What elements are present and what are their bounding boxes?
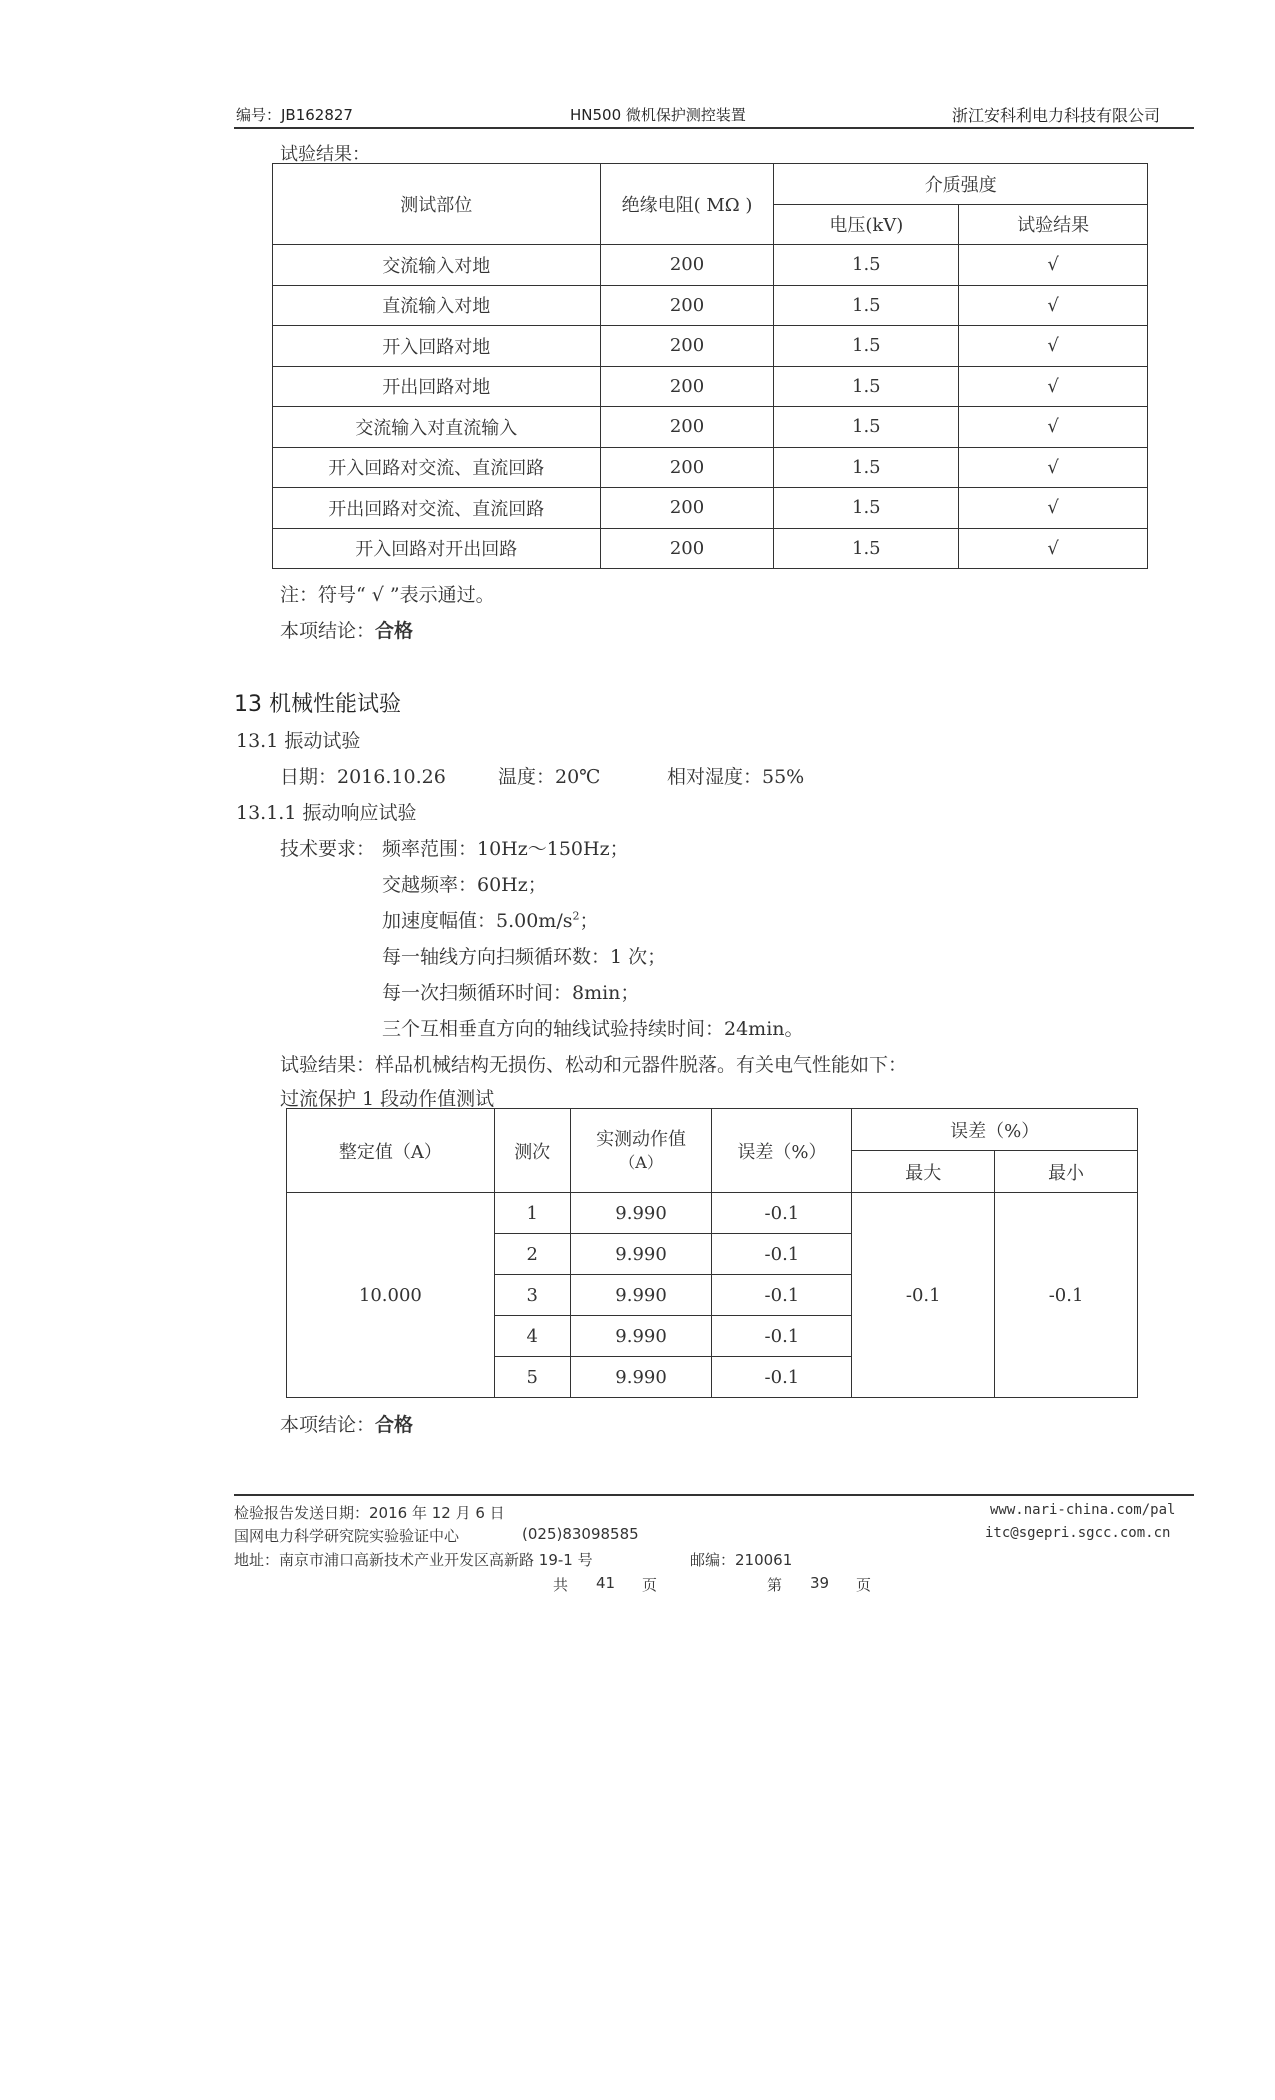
cell-measured: 9.990: [570, 1234, 712, 1275]
page-unit: 页: [856, 1576, 872, 1594]
accel-text: 加速度幅值：5.00m/s: [382, 910, 573, 932]
cell-times: 3: [494, 1275, 570, 1316]
table-row: [273, 488, 1148, 529]
institute-phone: (025)83098585: [522, 1525, 639, 1543]
cell-result: √: [959, 326, 1148, 367]
cell-result: √: [959, 245, 1148, 286]
table-header-row: [273, 164, 1148, 205]
header-resistance: 绝缘电阻( MΩ ): [600, 164, 774, 245]
vibration-result: 试验结果：样品机械结构无损伤、松动和元器件脱落。有关电气性能如下：: [280, 1054, 908, 1076]
cell-result: √: [959, 366, 1148, 407]
cell-voltage: 1.5: [774, 407, 959, 448]
email-link[interactable]: itc@sgepri.sgcc.com.cn: [985, 1525, 1171, 1541]
cell-result: √: [959, 285, 1148, 326]
section-13-title: 13 机械性能试验: [234, 692, 401, 717]
cell-error: -0.1: [712, 1316, 852, 1357]
cell-resistance: 200: [600, 366, 774, 407]
cell-measured: 9.990: [570, 1357, 712, 1398]
page-label: 第: [767, 1576, 783, 1594]
conclusion-label: 本项结论：: [280, 1414, 376, 1436]
table-row: [273, 447, 1148, 488]
cell-voltage: 1.5: [774, 488, 959, 529]
company-name: 浙江安科利电力科技有限公司: [952, 106, 1161, 125]
cell-part: 交流输入对直流输入: [273, 407, 601, 448]
table-row: [273, 407, 1148, 448]
cell-voltage: 1.5: [774, 447, 959, 488]
cell-part: 开出回路对地: [273, 366, 601, 407]
institute-address: 地址：南京市浦口高新技术产业开发区高新路 19-1 号: [234, 1551, 593, 1569]
header-min: 最小: [995, 1151, 1138, 1193]
cell-max: -0.1: [852, 1193, 995, 1398]
header-error: 误差（%）: [712, 1109, 852, 1193]
cell-measured: 9.990: [570, 1316, 712, 1357]
cell-voltage: 1.5: [774, 528, 959, 569]
results-label: 试验结果：: [280, 144, 370, 165]
total-pages-label: 共: [553, 1576, 569, 1594]
accel-suffix: ；: [579, 910, 599, 932]
cell-resistance: 200: [600, 528, 774, 569]
cell-voltage: 1.5: [774, 245, 959, 286]
cell-times: 1: [494, 1193, 570, 1234]
cell-part: 直流输入对地: [273, 285, 601, 326]
header-error-group: 误差（%）: [852, 1109, 1138, 1151]
table-row: [273, 285, 1148, 326]
test-temperature: 温度：20℃: [498, 766, 601, 788]
cell-part: 开出回路对交流、直流回路: [273, 488, 601, 529]
website-link[interactable]: www.nari-china.com/pal: [990, 1502, 1176, 1518]
cell-times: 5: [494, 1357, 570, 1398]
conclusion-label: 本项结论：: [280, 620, 376, 642]
symbol-note: 注：符号“ √ ”表示通过。: [280, 584, 495, 606]
header-test-result: 试验结果: [959, 204, 1148, 245]
header-rule: [234, 127, 1194, 129]
institute-postcode: 邮编：210061: [690, 1551, 793, 1569]
table-header-row: [287, 1109, 1138, 1151]
cell-error: -0.1: [712, 1275, 852, 1316]
cell-resistance: 200: [600, 326, 774, 367]
conclusion-value: 合格: [375, 1414, 414, 1436]
table-row: [273, 326, 1148, 367]
overcurrent-title: 过流保护 1 段动作值测试: [280, 1088, 495, 1110]
accel-amplitude: [382, 906, 599, 933]
overcurrent-table: [286, 1108, 1138, 1398]
header-times: 测次: [494, 1109, 570, 1193]
section-13-1-title: 13.1 振动试验: [236, 730, 361, 752]
cell-resistance: 200: [600, 447, 774, 488]
cell-part: 开入回路对交流、直流回路: [273, 447, 601, 488]
cell-result: √: [959, 488, 1148, 529]
header-measured-line2: （A）: [619, 1152, 663, 1172]
conclusion-value: 合格: [375, 620, 414, 642]
header-dielectric-strength: 介质强度: [774, 164, 1148, 205]
cell-setting: 10.000: [287, 1193, 495, 1398]
page-number: 39: [810, 1574, 830, 1592]
cell-part: 交流输入对地: [273, 245, 601, 286]
freq-range: 频率范围：10Hz～150Hz；: [382, 838, 629, 860]
cell-resistance: 200: [600, 407, 774, 448]
cell-result: √: [959, 528, 1148, 569]
cell-error: -0.1: [712, 1357, 852, 1398]
crossover-freq: 交越频率：60Hz；: [382, 874, 547, 896]
accel-exponent: 2: [572, 909, 580, 923]
cell-part: 开入回路对地: [273, 326, 601, 367]
cell-measured: 9.990: [570, 1275, 712, 1316]
cell-result: √: [959, 407, 1148, 448]
sweep-cycles: 每一轴线方向扫频循环数：1 次；: [382, 946, 667, 968]
insulation-table: [272, 163, 1148, 569]
table-row: [273, 245, 1148, 286]
cell-error: -0.1: [712, 1234, 852, 1275]
header-max: 最大: [852, 1151, 995, 1193]
report-number: 编号：JB162827: [236, 106, 353, 124]
cell-times: 2: [494, 1234, 570, 1275]
sweep-time: 每一次扫频循环时间：8min；: [382, 982, 640, 1004]
cell-resistance: 200: [600, 488, 774, 529]
header-measured-line1: 实测动作值: [596, 1128, 687, 1150]
cell-min: -0.1: [995, 1193, 1138, 1398]
cell-part: 开入回路对开出回路: [273, 528, 601, 569]
test-humidity: 相对湿度：55%: [667, 766, 805, 788]
header-setting: 整定值（A）: [287, 1109, 495, 1193]
header-measured: [570, 1109, 712, 1193]
test-duration: 三个互相垂直方向的轴线试验持续时间：24min。: [382, 1018, 804, 1040]
cell-resistance: 200: [600, 285, 774, 326]
table-row: [273, 528, 1148, 569]
header-test-part: 测试部位: [273, 164, 601, 245]
cell-times: 4: [494, 1316, 570, 1357]
product-name: HN500 微机保护测控装置: [570, 106, 746, 124]
table-row: [273, 366, 1148, 407]
test-date: 日期：2016.10.26: [280, 766, 446, 788]
cell-voltage: 1.5: [774, 326, 959, 367]
total-pages: 41: [596, 1574, 616, 1592]
cell-measured: 9.990: [570, 1193, 712, 1234]
cell-error: -0.1: [712, 1193, 852, 1234]
table-row: [287, 1193, 1138, 1234]
header-voltage: 电压(kV): [774, 204, 959, 245]
cell-result: √: [959, 447, 1148, 488]
tech-req-label: 技术要求：: [280, 838, 376, 860]
conclusion-1: [280, 616, 413, 643]
cell-voltage: 1.5: [774, 366, 959, 407]
cell-voltage: 1.5: [774, 285, 959, 326]
conclusion-2: [280, 1410, 413, 1437]
total-pages-unit: 页: [642, 1576, 658, 1594]
cell-resistance: 200: [600, 245, 774, 286]
send-date: 检验报告发送日期：2016 年 12 月 6 日: [234, 1504, 505, 1522]
section-13-1-1-title: 13.1.1 振动响应试验: [236, 802, 417, 824]
footer-rule: [234, 1494, 1194, 1496]
institute-name: 国网电力科学研究院实验验证中心: [234, 1527, 460, 1545]
